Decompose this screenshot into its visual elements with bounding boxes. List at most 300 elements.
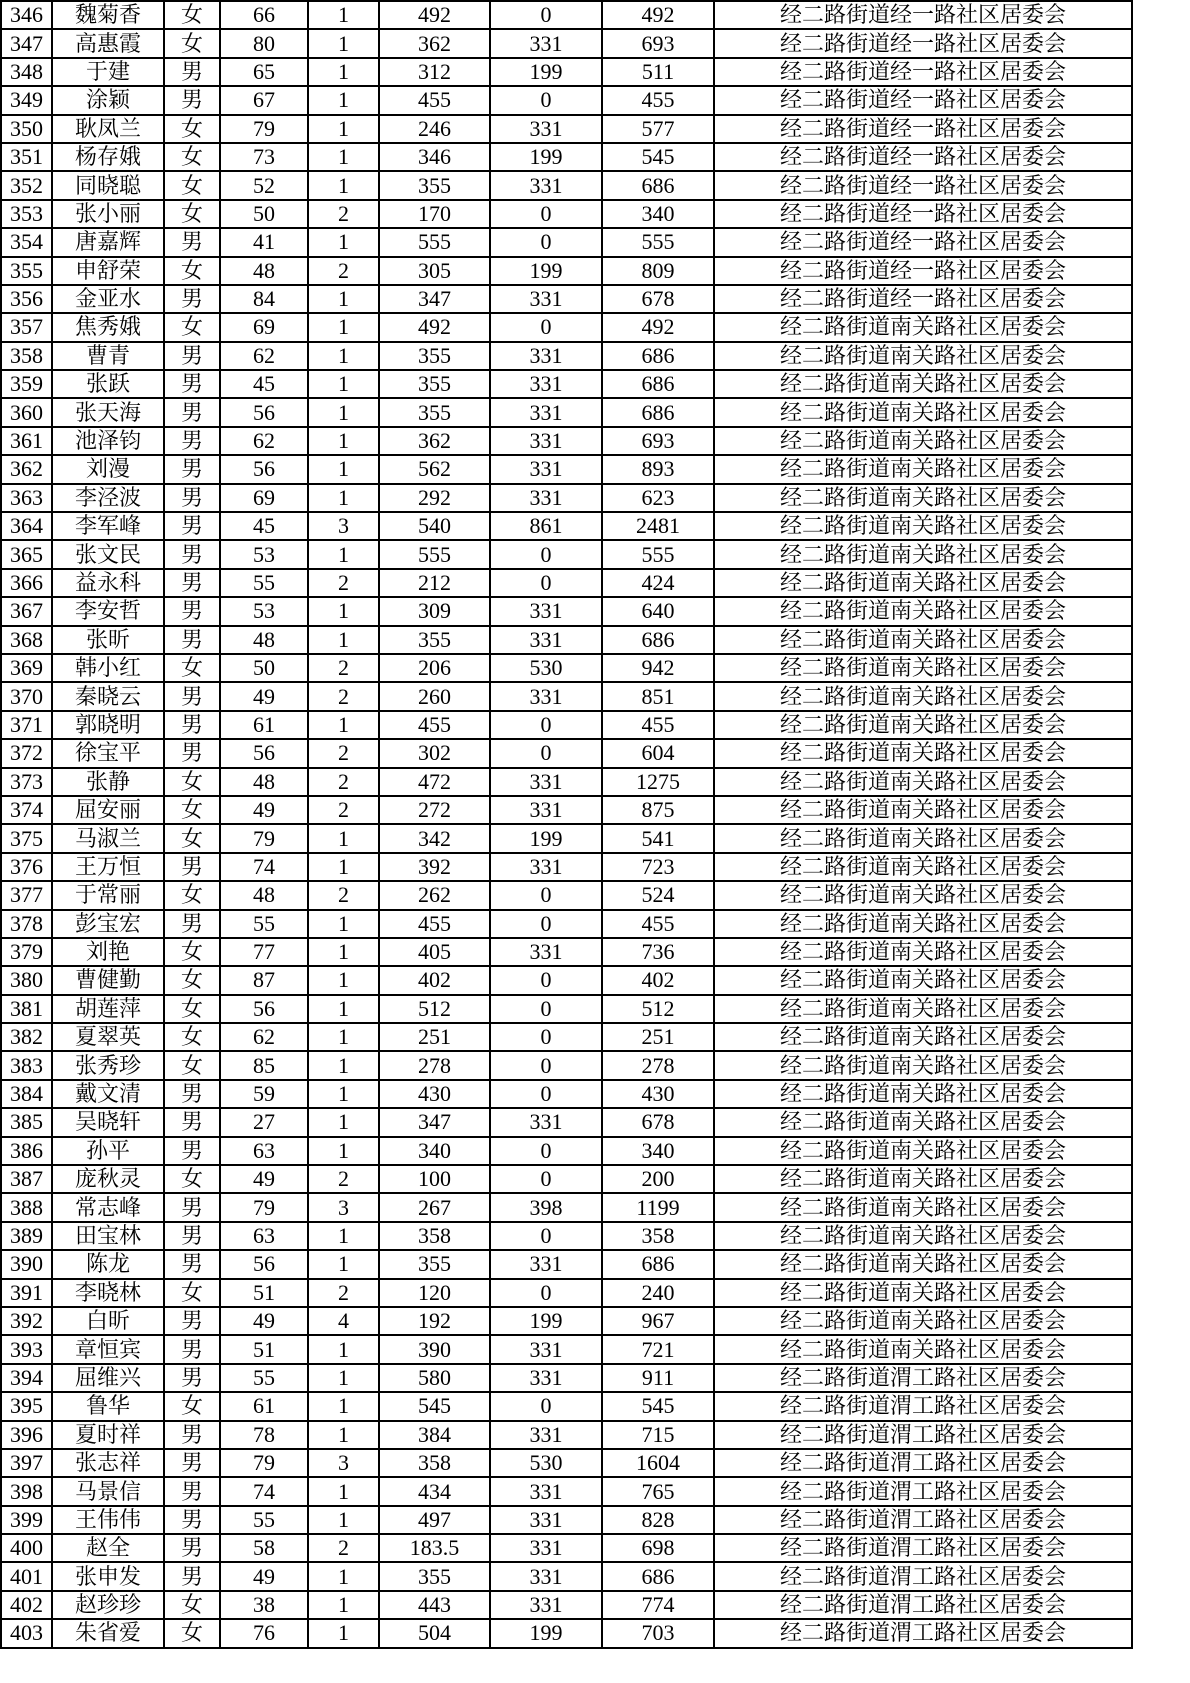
cell-base_amount: 192 (379, 1307, 490, 1335)
cell-count: 1 (308, 1137, 379, 1165)
cell-age: 48 (220, 626, 308, 654)
cell-total_amount: 430 (602, 1080, 714, 1108)
cell-total_amount: 723 (602, 853, 714, 881)
table-row (1, 1051, 1132, 1079)
cell-total_amount: 893 (602, 455, 714, 483)
cell-total_amount: 703 (602, 1619, 714, 1647)
cell-gender: 男 (164, 1080, 220, 1108)
cell-gender: 男 (164, 739, 220, 767)
cell-name: 章恒宾 (52, 1335, 164, 1363)
cell-extra_amount: 331 (490, 29, 602, 57)
cell-seq: 355 (1, 257, 52, 285)
table-row (1, 540, 1132, 568)
cell-base_amount: 100 (379, 1165, 490, 1193)
cell-community: 经二路街道南关路社区居委会 (714, 796, 1132, 824)
cell-base_amount: 346 (379, 143, 490, 171)
table-body (1, 1, 1132, 1648)
cell-count: 3 (308, 512, 379, 540)
cell-gender: 男 (164, 370, 220, 398)
cell-extra_amount: 199 (490, 824, 602, 852)
table-row (1, 200, 1132, 228)
cell-name: 白昕 (52, 1307, 164, 1335)
cell-extra_amount: 0 (490, 1080, 602, 1108)
cell-community: 经二路街道南关路社区居委会 (714, 682, 1132, 710)
cell-total_amount: 698 (602, 1534, 714, 1562)
cell-total_amount: 686 (602, 398, 714, 426)
cell-total_amount: 686 (602, 1250, 714, 1278)
cell-count: 1 (308, 1250, 379, 1278)
cell-age: 51 (220, 1335, 308, 1363)
table-row (1, 796, 1132, 824)
cell-seq: 368 (1, 626, 52, 654)
cell-gender: 男 (164, 626, 220, 654)
cell-total_amount: 455 (602, 711, 714, 739)
table-row (1, 569, 1132, 597)
cell-total_amount: 511 (602, 58, 714, 86)
cell-gender: 男 (164, 1534, 220, 1562)
cell-base_amount: 340 (379, 1137, 490, 1165)
cell-base_amount: 120 (379, 1279, 490, 1307)
cell-community: 经二路街道南关路社区居委会 (714, 881, 1132, 909)
cell-extra_amount: 331 (490, 484, 602, 512)
cell-extra_amount: 199 (490, 58, 602, 86)
table-row (1, 1506, 1132, 1534)
table-row (1, 512, 1132, 540)
cell-community: 经二路街道南关路社区居委会 (714, 597, 1132, 625)
cell-base_amount: 355 (379, 342, 490, 370)
cell-extra_amount: 331 (490, 1335, 602, 1363)
cell-gender: 女 (164, 29, 220, 57)
cell-base_amount: 562 (379, 455, 490, 483)
cell-name: 屈维兴 (52, 1364, 164, 1392)
cell-seq: 364 (1, 512, 52, 540)
cell-gender: 女 (164, 171, 220, 199)
cell-seq: 389 (1, 1222, 52, 1250)
cell-gender: 男 (164, 228, 220, 256)
cell-extra_amount: 0 (490, 1279, 602, 1307)
cell-age: 55 (220, 910, 308, 938)
cell-age: 56 (220, 739, 308, 767)
cell-name: 郭晓明 (52, 711, 164, 739)
table-row (1, 1392, 1132, 1420)
cell-extra_amount: 331 (490, 171, 602, 199)
cell-name: 李安哲 (52, 597, 164, 625)
cell-age: 52 (220, 171, 308, 199)
cell-age: 56 (220, 398, 308, 426)
cell-total_amount: 545 (602, 1392, 714, 1420)
table-row (1, 1108, 1132, 1136)
cell-name: 张天海 (52, 398, 164, 426)
cell-base_amount: 405 (379, 938, 490, 966)
cell-total_amount: 524 (602, 881, 714, 909)
cell-seq: 360 (1, 398, 52, 426)
cell-gender: 女 (164, 1051, 220, 1079)
cell-extra_amount: 0 (490, 910, 602, 938)
cell-count: 1 (308, 1421, 379, 1449)
cell-community: 经二路街道南关路社区居委会 (714, 1222, 1132, 1250)
cell-gender: 男 (164, 58, 220, 86)
cell-name: 唐嘉辉 (52, 228, 164, 256)
cell-age: 51 (220, 1279, 308, 1307)
cell-name: 夏时祥 (52, 1421, 164, 1449)
cell-total_amount: 851 (602, 682, 714, 710)
cell-gender: 女 (164, 143, 220, 171)
cell-community: 经二路街道南关路社区居委会 (714, 1108, 1132, 1136)
cell-base_amount: 355 (379, 171, 490, 199)
cell-community: 经二路街道经一路社区居委会 (714, 171, 1132, 199)
cell-name: 魏菊香 (52, 1, 164, 29)
cell-base_amount: 455 (379, 910, 490, 938)
cell-age: 55 (220, 569, 308, 597)
cell-extra_amount: 398 (490, 1193, 602, 1221)
cell-seq: 373 (1, 768, 52, 796)
cell-total_amount: 358 (602, 1222, 714, 1250)
cell-seq: 351 (1, 143, 52, 171)
cell-community: 经二路街道渭工路社区居委会 (714, 1421, 1132, 1449)
cell-age: 58 (220, 1534, 308, 1562)
cell-community: 经二路街道南关路社区居委会 (714, 370, 1132, 398)
cell-base_amount: 355 (379, 370, 490, 398)
cell-extra_amount: 0 (490, 966, 602, 994)
cell-age: 84 (220, 285, 308, 313)
cell-gender: 男 (164, 86, 220, 114)
cell-community: 经二路街道渭工路社区居委会 (714, 1534, 1132, 1562)
cell-count: 1 (308, 1, 379, 29)
table-row (1, 597, 1132, 625)
cell-total_amount: 686 (602, 1562, 714, 1590)
cell-extra_amount: 331 (490, 455, 602, 483)
cell-extra_amount: 199 (490, 143, 602, 171)
cell-name: 秦晓云 (52, 682, 164, 710)
cell-age: 59 (220, 1080, 308, 1108)
cell-gender: 女 (164, 654, 220, 682)
cell-age: 62 (220, 427, 308, 455)
cell-count: 3 (308, 1449, 379, 1477)
cell-count: 1 (308, 1392, 379, 1420)
cell-seq: 374 (1, 796, 52, 824)
cell-name: 孙平 (52, 1137, 164, 1165)
cell-extra_amount: 331 (490, 682, 602, 710)
cell-name: 李军峰 (52, 512, 164, 540)
cell-gender: 女 (164, 115, 220, 143)
cell-extra_amount: 199 (490, 257, 602, 285)
cell-extra_amount: 331 (490, 370, 602, 398)
cell-seq: 381 (1, 995, 52, 1023)
cell-count: 3 (308, 1193, 379, 1221)
cell-count: 1 (308, 228, 379, 256)
cell-count: 1 (308, 86, 379, 114)
cell-count: 1 (308, 370, 379, 398)
cell-age: 53 (220, 597, 308, 625)
cell-name: 鲁华 (52, 1392, 164, 1420)
cell-count: 2 (308, 569, 379, 597)
cell-gender: 男 (164, 597, 220, 625)
cell-seq: 349 (1, 86, 52, 114)
table-row (1, 313, 1132, 341)
cell-name: 于常丽 (52, 881, 164, 909)
table-row (1, 711, 1132, 739)
cell-age: 49 (220, 1562, 308, 1590)
cell-age: 85 (220, 1051, 308, 1079)
cell-age: 74 (220, 1477, 308, 1505)
cell-extra_amount: 861 (490, 512, 602, 540)
cell-gender: 男 (164, 1307, 220, 1335)
cell-community: 经二路街道渭工路社区居委会 (714, 1562, 1132, 1590)
cell-gender: 女 (164, 200, 220, 228)
cell-count: 2 (308, 768, 379, 796)
cell-gender: 男 (164, 1364, 220, 1392)
cell-count: 1 (308, 313, 379, 341)
cell-community: 经二路街道渭工路社区居委会 (714, 1477, 1132, 1505)
cell-age: 74 (220, 853, 308, 881)
cell-count: 2 (308, 1279, 379, 1307)
cell-community: 经二路街道经一路社区居委会 (714, 257, 1132, 285)
cell-base_amount: 455 (379, 86, 490, 114)
cell-base_amount: 347 (379, 1108, 490, 1136)
cell-name: 赵珍珍 (52, 1591, 164, 1619)
cell-count: 1 (308, 995, 379, 1023)
table-row (1, 768, 1132, 796)
cell-community: 经二路街道南关路社区居委会 (714, 739, 1132, 767)
cell-name: 韩小红 (52, 654, 164, 682)
cell-extra_amount: 331 (490, 1421, 602, 1449)
cell-community: 经二路街道经一路社区居委会 (714, 1, 1132, 29)
table-row (1, 342, 1132, 370)
cell-base_amount: 384 (379, 1421, 490, 1449)
cell-community: 经二路街道经一路社区居委会 (714, 29, 1132, 57)
cell-gender: 男 (164, 398, 220, 426)
cell-gender: 男 (164, 1506, 220, 1534)
cell-name: 李泾波 (52, 484, 164, 512)
cell-name: 彭宝宏 (52, 910, 164, 938)
cell-base_amount: 183.5 (379, 1534, 490, 1562)
table-row (1, 1335, 1132, 1363)
cell-name: 张昕 (52, 626, 164, 654)
cell-count: 2 (308, 257, 379, 285)
cell-age: 69 (220, 313, 308, 341)
cell-count: 1 (308, 711, 379, 739)
cell-seq: 391 (1, 1279, 52, 1307)
cell-community: 经二路街道南关路社区居委会 (714, 1137, 1132, 1165)
cell-total_amount: 2481 (602, 512, 714, 540)
cell-count: 1 (308, 171, 379, 199)
cell-age: 50 (220, 654, 308, 682)
cell-total_amount: 545 (602, 143, 714, 171)
cell-gender: 男 (164, 711, 220, 739)
cell-age: 48 (220, 257, 308, 285)
cell-age: 63 (220, 1222, 308, 1250)
cell-age: 49 (220, 682, 308, 710)
table-row (1, 29, 1132, 57)
cell-age: 78 (220, 1421, 308, 1449)
cell-total_amount: 678 (602, 1108, 714, 1136)
cell-extra_amount: 331 (490, 1364, 602, 1392)
cell-base_amount: 251 (379, 1023, 490, 1051)
cell-age: 62 (220, 1023, 308, 1051)
cell-gender: 男 (164, 1335, 220, 1363)
cell-seq: 362 (1, 455, 52, 483)
cell-seq: 365 (1, 540, 52, 568)
cell-base_amount: 540 (379, 512, 490, 540)
cell-age: 79 (220, 115, 308, 143)
cell-count: 1 (308, 115, 379, 143)
cell-seq: 361 (1, 427, 52, 455)
cell-total_amount: 455 (602, 910, 714, 938)
cell-extra_amount: 199 (490, 1307, 602, 1335)
cell-count: 1 (308, 143, 379, 171)
cell-total_amount: 240 (602, 1279, 714, 1307)
table-row (1, 1364, 1132, 1392)
cell-gender: 男 (164, 1250, 220, 1278)
cell-age: 41 (220, 228, 308, 256)
cell-extra_amount: 331 (490, 1108, 602, 1136)
cell-count: 1 (308, 398, 379, 426)
cell-total_amount: 340 (602, 200, 714, 228)
cell-total_amount: 686 (602, 342, 714, 370)
cell-total_amount: 686 (602, 171, 714, 199)
cell-extra_amount: 0 (490, 1222, 602, 1250)
table-row (1, 398, 1132, 426)
cell-base_amount: 430 (379, 1080, 490, 1108)
cell-total_amount: 693 (602, 427, 714, 455)
cell-name: 王伟伟 (52, 1506, 164, 1534)
cell-community: 经二路街道南关路社区居委会 (714, 1080, 1132, 1108)
cell-total_amount: 200 (602, 1165, 714, 1193)
cell-name: 益永科 (52, 569, 164, 597)
cell-extra_amount: 0 (490, 1392, 602, 1420)
cell-count: 1 (308, 1335, 379, 1363)
cell-community: 经二路街道南关路社区居委会 (714, 512, 1132, 540)
cell-extra_amount: 0 (490, 1137, 602, 1165)
table-row (1, 853, 1132, 881)
cell-total_amount: 251 (602, 1023, 714, 1051)
table-row (1, 1562, 1132, 1590)
cell-gender: 女 (164, 966, 220, 994)
cell-gender: 女 (164, 313, 220, 341)
cell-community: 经二路街道南关路社区居委会 (714, 1051, 1132, 1079)
cell-base_amount: 402 (379, 966, 490, 994)
cell-base_amount: 455 (379, 711, 490, 739)
cell-name: 金亚水 (52, 285, 164, 313)
cell-community: 经二路街道南关路社区居委会 (714, 1335, 1132, 1363)
cell-base_amount: 355 (379, 1250, 490, 1278)
table-row (1, 171, 1132, 199)
cell-community: 经二路街道经一路社区居委会 (714, 200, 1132, 228)
cell-community: 经二路街道南关路社区居委会 (714, 427, 1132, 455)
cell-age: 49 (220, 1165, 308, 1193)
cell-count: 1 (308, 1477, 379, 1505)
cell-extra_amount: 0 (490, 1051, 602, 1079)
cell-gender: 女 (164, 1591, 220, 1619)
cell-seq: 375 (1, 824, 52, 852)
cell-extra_amount: 0 (490, 711, 602, 739)
cell-name: 常志峰 (52, 1193, 164, 1221)
cell-seq: 388 (1, 1193, 52, 1221)
cell-age: 38 (220, 1591, 308, 1619)
cell-seq: 401 (1, 1562, 52, 1590)
cell-seq: 357 (1, 313, 52, 341)
cell-name: 王万恒 (52, 853, 164, 881)
cell-seq: 402 (1, 1591, 52, 1619)
cell-extra_amount: 331 (490, 796, 602, 824)
cell-total_amount: 541 (602, 824, 714, 852)
cell-community: 经二路街道南关路社区居委会 (714, 313, 1132, 341)
cell-extra_amount: 0 (490, 200, 602, 228)
cell-count: 1 (308, 626, 379, 654)
table-row (1, 1619, 1132, 1647)
cell-gender: 女 (164, 1, 220, 29)
table-row (1, 938, 1132, 966)
cell-extra_amount: 331 (490, 285, 602, 313)
cell-community: 经二路街道经一路社区居委会 (714, 143, 1132, 171)
table-row (1, 995, 1132, 1023)
cell-extra_amount: 331 (490, 398, 602, 426)
cell-seq: 397 (1, 1449, 52, 1477)
table-row (1, 370, 1132, 398)
table-row (1, 1279, 1132, 1307)
cell-count: 1 (308, 853, 379, 881)
cell-community: 经二路街道南关路社区居委会 (714, 569, 1132, 597)
cell-base_amount: 305 (379, 257, 490, 285)
cell-seq: 403 (1, 1619, 52, 1647)
table-row (1, 484, 1132, 512)
cell-name: 马淑兰 (52, 824, 164, 852)
cell-gender: 女 (164, 768, 220, 796)
cell-total_amount: 555 (602, 540, 714, 568)
cell-base_amount: 358 (379, 1449, 490, 1477)
cell-extra_amount: 331 (490, 1477, 602, 1505)
table-row (1, 1421, 1132, 1449)
cell-seq: 378 (1, 910, 52, 938)
cell-extra_amount: 0 (490, 739, 602, 767)
cell-seq: 366 (1, 569, 52, 597)
cell-seq: 376 (1, 853, 52, 881)
cell-community: 经二路街道南关路社区居委会 (714, 995, 1132, 1023)
cell-age: 50 (220, 200, 308, 228)
cell-extra_amount: 0 (490, 1165, 602, 1193)
cell-seq: 377 (1, 881, 52, 909)
cell-total_amount: 721 (602, 1335, 714, 1363)
cell-base_amount: 302 (379, 739, 490, 767)
cell-gender: 男 (164, 540, 220, 568)
cell-count: 1 (308, 1506, 379, 1534)
cell-total_amount: 278 (602, 1051, 714, 1079)
cell-age: 49 (220, 796, 308, 824)
cell-gender: 男 (164, 1193, 220, 1221)
cell-total_amount: 1275 (602, 768, 714, 796)
cell-age: 56 (220, 995, 308, 1023)
cell-name: 刘漫 (52, 455, 164, 483)
cell-community: 经二路街道南关路社区居委会 (714, 1165, 1132, 1193)
cell-gender: 男 (164, 285, 220, 313)
cell-base_amount: 392 (379, 853, 490, 881)
cell-count: 1 (308, 1222, 379, 1250)
cell-total_amount: 1199 (602, 1193, 714, 1221)
cell-total_amount: 715 (602, 1421, 714, 1449)
cell-gender: 男 (164, 512, 220, 540)
cell-community: 经二路街道南关路社区居委会 (714, 654, 1132, 682)
cell-base_amount: 492 (379, 1, 490, 29)
cell-extra_amount: 331 (490, 427, 602, 455)
table-row (1, 626, 1132, 654)
cell-gender: 男 (164, 1449, 220, 1477)
table-row (1, 682, 1132, 710)
cell-gender: 女 (164, 824, 220, 852)
cell-total_amount: 340 (602, 1137, 714, 1165)
cell-community: 经二路街道经一路社区居委会 (714, 228, 1132, 256)
cell-seq: 390 (1, 1250, 52, 1278)
table-row (1, 1477, 1132, 1505)
